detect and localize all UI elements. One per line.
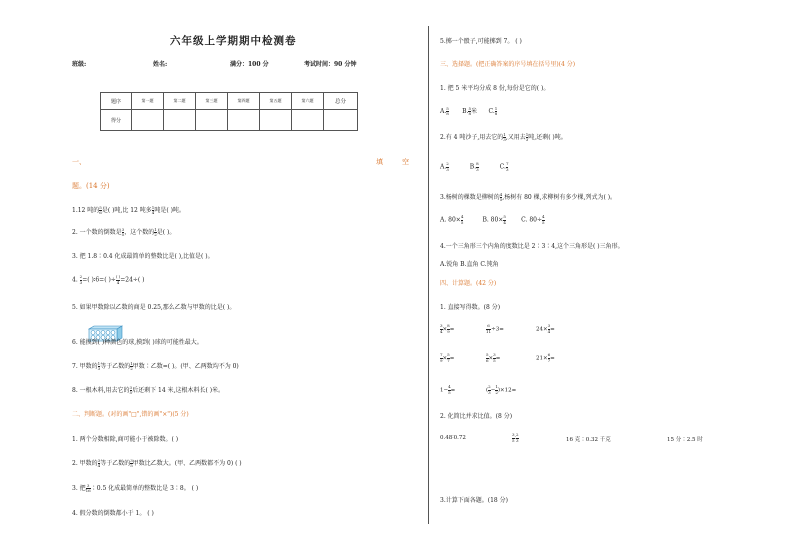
section-1-title-char: 填 bbox=[376, 158, 383, 166]
table-cell: 第三题 bbox=[196, 93, 228, 110]
score-input-cell[interactable] bbox=[164, 110, 196, 131]
fraction: $\frac{4}{5}$ bbox=[499, 191, 503, 202]
table-cell: 第二题 bbox=[164, 93, 196, 110]
calc-item: $\frac{3}{4}$ × $\frac{8}{9}$ = bbox=[440, 323, 455, 334]
name-label: 姓名: bbox=[153, 61, 168, 68]
fraction: $\frac{2}{3}$ bbox=[79, 274, 83, 285]
table-cell: 第五题 bbox=[260, 93, 292, 110]
calc-part-3: 3.计算下面各题。(18 分) bbox=[440, 497, 508, 504]
question-3: 3. 把 1.8∶0.4 化成最简单的整数比是( ),比值是( )。 bbox=[72, 253, 214, 260]
fraction: $\frac{3}{5}$ bbox=[130, 457, 133, 468]
fraction: $\frac{4}{5}$ bbox=[542, 214, 545, 225]
choice-4-options: A.锐角 B.直角 C.钝角 bbox=[440, 261, 499, 268]
choice-1: 1. 把 5 米平均分成 8 份,每份是它的( )。 bbox=[440, 85, 550, 92]
fraction: $\frac{1}{3}$ bbox=[525, 131, 529, 142]
calc-part-2: 2. 化简比并求比值。(8 分) bbox=[440, 413, 513, 420]
fraction: $\frac{3}{4}$ bbox=[97, 457, 101, 468]
fraction: $\frac{1}{8}$ bbox=[494, 105, 498, 116]
exam-time: 考试时间：90 分钟 bbox=[304, 61, 357, 68]
fraction: $\frac{3}{5}$ bbox=[129, 384, 133, 395]
score-input-cell[interactable] bbox=[292, 110, 324, 131]
score-input-cell[interactable] bbox=[260, 110, 292, 131]
section-4-title: 四、计算题。(42 分) bbox=[440, 280, 497, 287]
calc-item: 21× $\frac{6}{7}$ = bbox=[536, 352, 555, 363]
class-label: 班级: bbox=[72, 61, 87, 68]
fraction: $\frac{7}{3}$ bbox=[505, 161, 509, 172]
section-1-title-tail: 题。(14 分) bbox=[72, 182, 110, 190]
fraction: $\frac{1}{3}$ bbox=[503, 131, 506, 142]
fraction: $\frac{1}{3}$ bbox=[97, 360, 101, 371]
judge-3: 3. 把 $\frac{3}{16}$ ∶0.5 化成最简单的整数比是 3∶8。 ( ) bbox=[72, 482, 199, 493]
table-cell: 第四题 bbox=[228, 93, 260, 110]
question-5: 5. 如果甲数除以乙数的商是 0.25,那么乙数与甲数的比是( )。 bbox=[72, 304, 236, 311]
calc-item: 1− $\frac{4}{5}$ = bbox=[440, 384, 456, 395]
calc-item: $\frac{7}{9}$ × $\frac{5}{7}$ = bbox=[440, 352, 455, 363]
fraction: $\frac{1}{4}$ bbox=[151, 204, 155, 215]
fraction: $\frac{4}{5}$ bbox=[460, 214, 464, 225]
question-4: 4. $\frac{2}{3}$ =( )∶6=( )÷ $\frac{( )}{4}$ =24÷( ) bbox=[72, 274, 145, 285]
fraction: $\frac{3}{5}$ bbox=[121, 226, 125, 237]
choice-3-options: A. 80× $\frac{4}{5}$ B. 80× $\frac{5}{4}$ C. 80÷ $\frac{4}{5}$ bbox=[440, 214, 545, 225]
ratio-item: 15 分∶2.5 时 bbox=[667, 437, 703, 443]
fraction: $\frac{2}{3}$ bbox=[446, 161, 449, 172]
table-cell: 第一题 bbox=[132, 93, 164, 110]
score-input-cell[interactable] bbox=[228, 110, 260, 131]
choice-2-options: A. $\frac{2}{3}$ B. $\frac{8}{3}$ C. $\frac{7}{3}$ bbox=[440, 161, 509, 172]
fraction: $\frac{5}{6}$ bbox=[99, 204, 102, 215]
choice-3: 3.杨树的棵数是柳树的 $\frac{4}{5}$ ,杨树有 80 棵,求柳树有多少棵,列式为( )。 bbox=[440, 191, 617, 202]
judge-1: 1. 两个分数相除,商可能小于被除数。( ) bbox=[72, 436, 179, 443]
question-6: 6. 能摸到( )种颜色的球,摸到( )球的可能性最大。 bbox=[72, 339, 203, 346]
judge-5: 5.掷一个骰子,可能掷到 7。 ( ) bbox=[440, 38, 522, 45]
choice-2: 2.有 4 吨沙子,用去它的 $\frac{1}{3}$ ,又用去 $\frac{1}{3}$ 吨,还剩( )吨。 bbox=[440, 131, 567, 142]
calc-item: 24× $\frac{3}{4}$ = bbox=[536, 323, 555, 334]
choice-1-options: A. $\frac{5}{8}$ B. $\frac{5}{8}$ 米 C. $\frac{1}{8}$ bbox=[440, 105, 498, 116]
ratio-item: 0.48∶0.72 bbox=[440, 435, 466, 441]
score-input-cell[interactable] bbox=[324, 110, 358, 131]
choice-4: 4.一个三角形三个内角的度数比是 2∶3∶4,这个三角形是( )三角形。 bbox=[440, 243, 624, 250]
calc-item: $\frac{6}{11}$ ÷3= bbox=[486, 323, 504, 334]
question-2: 2. 一个数的倒数是 $\frac{3}{5}$ ，这个数的 $\frac{1}{2}$ 是( )。 bbox=[72, 226, 176, 237]
table-cell: 第六题 bbox=[292, 93, 324, 110]
fraction: $\frac{( )}{4}$ bbox=[115, 274, 121, 285]
fraction: $\frac{1}{2}$ bbox=[154, 226, 157, 237]
question-7: 7. 甲数的 $\frac{1}{3}$ 等于乙数的 $\frac{1}{2}$ 甲数∶乙数=( )。(甲、乙两数均不为 0) bbox=[72, 360, 239, 371]
fraction: $\frac{1}{2}$ bbox=[130, 360, 133, 371]
fraction: $\frac{8}{3}$ bbox=[476, 161, 479, 172]
question-8: 8. 一根木料,用去它的 $\frac{3}{5}$ 后还剩下 14 米,这根木料长( )米。 bbox=[72, 384, 225, 395]
section-2-title: 二、判断题。(对的画"□",错的画"×")(5 分) bbox=[72, 411, 189, 418]
score-table bbox=[100, 92, 358, 131]
section-3-title: 三、选择题。(把正确答案的序号填在括号里)(4 分) bbox=[440, 61, 576, 68]
fraction: $\frac{3}{16}$ bbox=[85, 482, 91, 493]
question-1: 1.12 吨的 $\frac{5}{6}$ 是( )吨,比 12 吨多 $\frac{1}{4}$ 吨是( )吨。 bbox=[72, 204, 185, 215]
table-cell: 得分 bbox=[101, 110, 132, 131]
fraction: $\frac{5}{8}$ bbox=[468, 105, 472, 116]
column-divider bbox=[428, 26, 429, 524]
page-title: 六年级上学期期中检测卷 bbox=[170, 35, 297, 47]
section-1-number: 一、 bbox=[72, 158, 86, 166]
calc-item: $\frac{5}{6}$ × $\frac{3}{5}$ = bbox=[486, 352, 501, 363]
judge-4: 4. 假分数的倒数都小于 1。 ( ) bbox=[72, 510, 154, 517]
fraction: $\frac{5}{8}$ bbox=[446, 105, 449, 116]
table-cell: 题序 bbox=[101, 93, 132, 110]
calc-item: ( $\frac{2}{3}$ − $\frac{1}{2}$ )×12= bbox=[486, 384, 517, 395]
judge-2: 2. 甲数的 $\frac{3}{4}$ 等于乙数的 $\frac{3}{5}$ 甲数比乙数大。(甲、乙两数都不为 0) ( ) bbox=[72, 457, 242, 468]
ratio-item: 16 克∶0.32 千克 bbox=[566, 437, 611, 443]
fraction: $\frac{5}{4}$ bbox=[503, 214, 506, 225]
ratio-item: $\frac{3}{5}$ ∶ $\frac{2}{3}$ bbox=[512, 432, 519, 443]
table-cell: 总分 bbox=[324, 93, 358, 110]
full-score: 满分：100 分 bbox=[230, 61, 269, 68]
section-1-title-char: 空 bbox=[402, 158, 409, 166]
calc-part-1: 1. 直接写得数。(8 分) bbox=[440, 304, 501, 311]
score-input-cell[interactable] bbox=[196, 110, 228, 131]
score-input-cell[interactable] bbox=[132, 110, 164, 131]
